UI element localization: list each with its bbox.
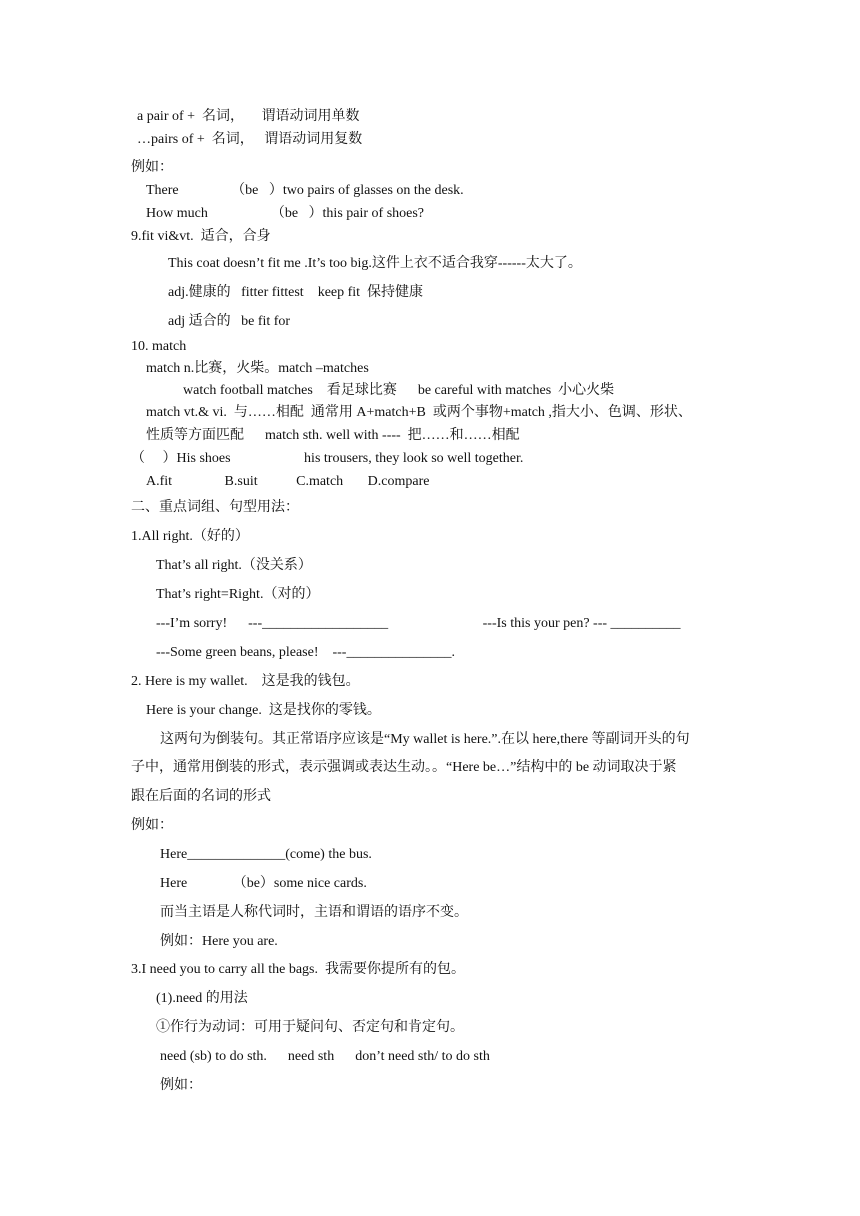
text-line: There （be ）two pairs of glasses on the desk. — [146, 183, 464, 198]
text-line: need (sb) to do sth. need sth don’t need sth/ to do sth — [160, 1049, 490, 1064]
text-line: 2. Here is my wallet. 这是我的钱包。 — [131, 674, 360, 689]
text-line: ---I’m sorry! ---__________________ ---Is this your pen? --- __________ — [156, 616, 681, 631]
text-line: ①作行为动词：可用于疑问句、否定句和肯定句。 — [156, 1020, 464, 1035]
text-line: (1).need 的用法 — [156, 991, 248, 1006]
text-line: watch football matches 看足球比赛 be careful with matches 小心火柴 — [183, 383, 615, 398]
text-line: 这两句为倒装句。其正常语序应该是“My wallet is here.”.在以 here,there 等副词开头的句 — [160, 732, 690, 747]
text-line: 而当主语是人称代词时，主语和谓语的语序不变。 — [160, 905, 468, 920]
text-line: 3.I need you to carry all the bags. 我需要你提所有的包。 — [131, 962, 465, 977]
text-line: a pair of + 名词， 谓语动词用单数 — [137, 109, 360, 124]
text-line: 例如： — [160, 1078, 202, 1093]
text-line: 子中，通常用倒装的形式，表示强调或表达生动。。“Here be…”结构中的 be 动词取决于紧 — [131, 760, 677, 775]
text-line: Here______________(come) the bus. — [160, 847, 372, 862]
text-line: 例如： — [131, 818, 173, 833]
text-line: （ ）His shoes his trousers, they look so well together. — [131, 451, 524, 466]
text-line: A.fit B.suit C.match D.compare — [146, 474, 430, 489]
text-line: match vt.& vi. 与……相配 通常用 A+match+B 或两个事物+match ,指大小、色调、形状、 — [146, 405, 692, 420]
text-line: …pairs of + 名词， 谓语动词用复数 — [137, 132, 363, 147]
text-line: Here is your change. 这是找你的零钱。 — [146, 703, 381, 718]
text-line: Here （be）some nice cards. — [160, 876, 367, 891]
text-line: 例如：Here you are. — [160, 934, 278, 949]
text-line: 例如： — [131, 160, 173, 175]
text-line: match n.比赛，火柴。match –matches — [146, 361, 369, 376]
text-line: How much （be ）this pair of shoes? — [146, 206, 425, 221]
text-line: That’s all right.（没关系） — [156, 558, 312, 573]
text-line: 性质等方面匹配 match sth. well with ---- 把……和……相配 — [146, 428, 520, 443]
text-line: That’s right=Right.（对的） — [156, 587, 320, 602]
text-line: 9.fit vi&vt. 适合，合身 — [131, 229, 271, 244]
text-line: 跟在后面的名词的形式 — [131, 789, 271, 804]
text-line: adj 适合的 be fit for — [168, 314, 291, 329]
text-line: 二、重点词组、句型用法： — [131, 500, 299, 515]
text-line: adj.健康的 fitter fittest keep fit 保持健康 — [168, 285, 424, 300]
text-line: This coat doesn’t fit me .It’s too big.这件上衣不适合我穿------太大了。 — [168, 256, 582, 271]
text-line: 1.All right.（好的） — [131, 529, 249, 544]
text-line: ---Some green beans, please! ---_______________. — [156, 645, 455, 660]
text-line: 10. match — [131, 339, 187, 354]
